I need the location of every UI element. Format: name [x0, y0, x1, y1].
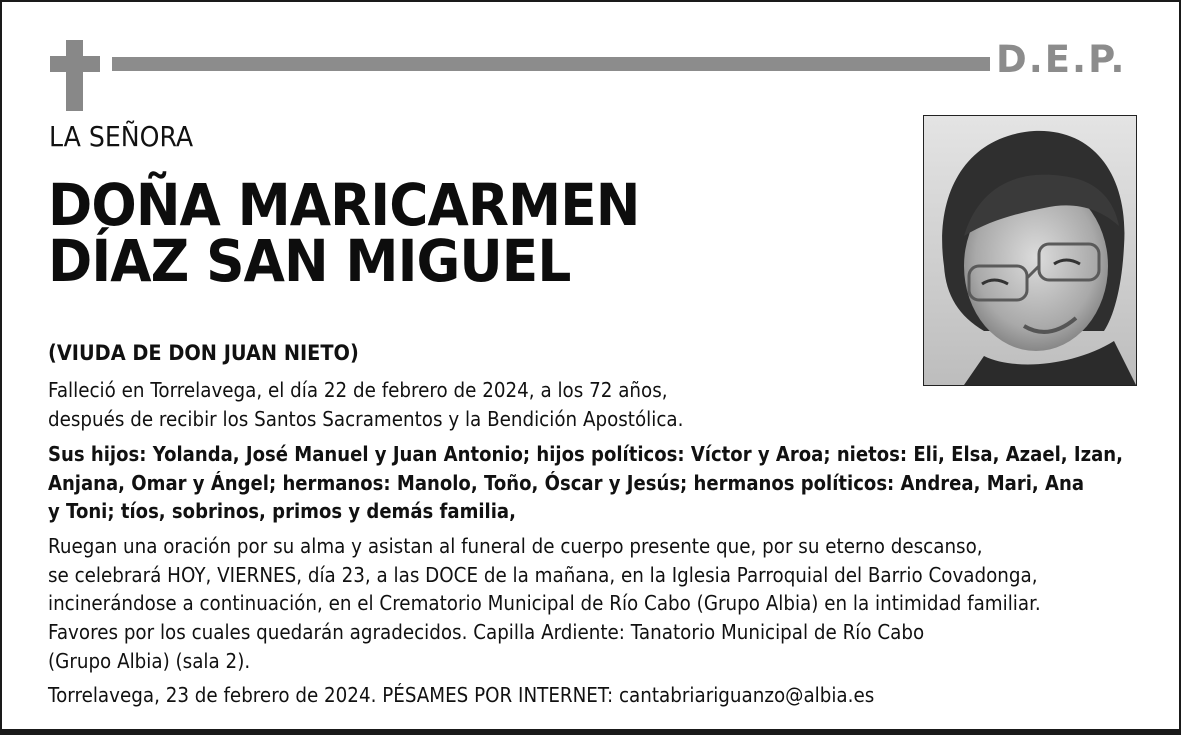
closing-text: Torrelavega, 23 de febrero de 2024. PÉSAMES POR INTERNET: cantabriariguanzo@albia.es — [48, 683, 875, 707]
death-info-line: Falleció en Torrelavega, el día 22 de febrero de 2024, a los 72 años, — [48, 378, 668, 402]
header-rule — [112, 57, 990, 71]
closing-line — [48, 681, 951, 710]
deceased-name-line-2: DÍAZ SAN MIGUEL — [48, 227, 571, 295]
funeral-line: Ruegan una oración por su alma y asistan al funeral de cuerpo presente que, por su eterno descanso, — [48, 534, 983, 558]
funeral-details — [48, 532, 1133, 676]
death-info-line: después de recibir los Santos Sacramentos y la Bendición Apostólica. — [48, 406, 684, 431]
salutation: LA SEÑORA — [49, 120, 194, 153]
family-line: y Toni; tíos, sobrinos, primos y demás familia, — [48, 499, 516, 524]
portrait-photo — [923, 115, 1137, 386]
funeral-line: Favores por los cuales quedarán agradecidos. Capilla Ardiente: Tanatorio Municipal de Río Cabo — [48, 620, 925, 645]
death-info — [48, 376, 742, 433]
funeral-line: se celebrará HOY, VIERNES, día 23, a las DOCE de la mañana, en la Iglesia Parroquial del Barrio Covadonga, — [48, 562, 1038, 587]
family-line: Anjana, Omar y Ángel; hermanos: Manolo, Toño, Óscar y Jesús; hermanos políticos: Andrea, Mari, Ana — [48, 470, 1085, 495]
funeral-line: (Grupo Albia) (sala 2). — [48, 648, 251, 673]
bottom-rule — [2, 729, 1179, 735]
funeral-line: incinerándose a continuación, en el Crematorio Municipal de Río Cabo (Grupo Albia) en la intimidad familiar. — [48, 591, 1041, 616]
widow-of: (VIUDA DE DON JUAN NIETO) — [48, 341, 359, 365]
deceased-name-line-1: DOÑA MARICARMEN — [48, 171, 640, 239]
portrait-image — [924, 116, 1136, 385]
family-line: Sus hijos: Yolanda, José Manuel y Juan Antonio; hijos políticos: Víctor y Aroa; nietos: Eli, Elsa, Azael, Izan, — [48, 442, 1123, 466]
family-list — [48, 440, 1181, 526]
cross-icon — [50, 40, 100, 111]
dep-label: D.E.P. — [996, 38, 1127, 81]
